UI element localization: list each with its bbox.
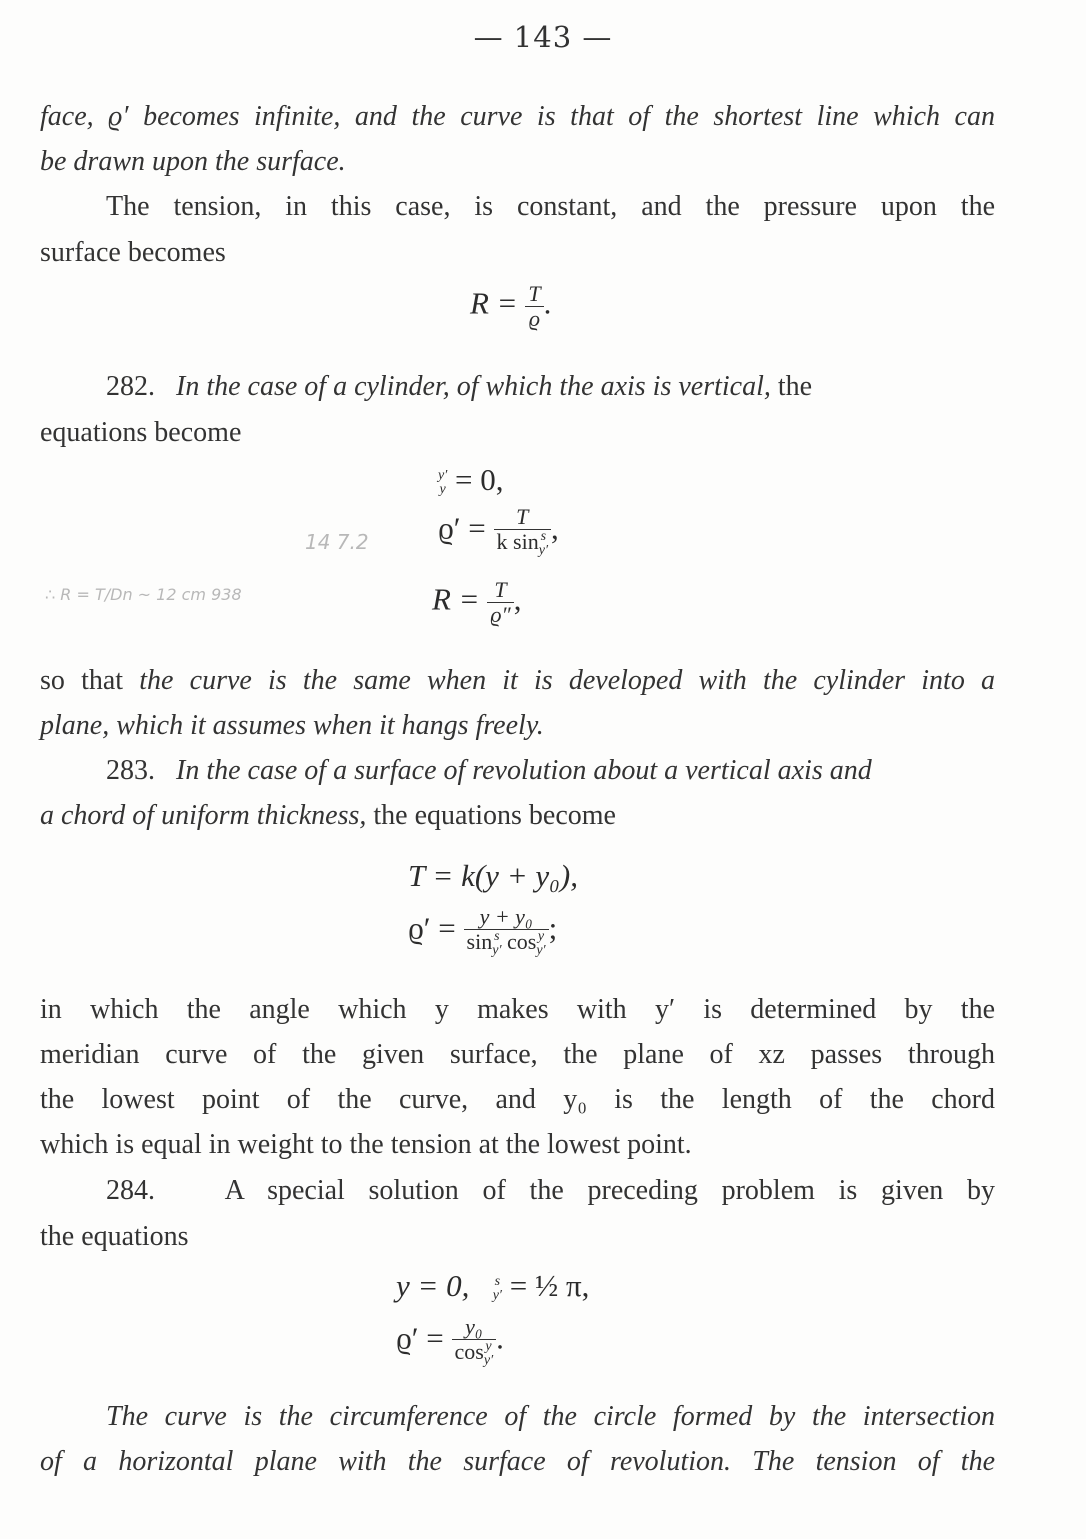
- paragraph-line: The tension, in this case, is constant, and the pressure upon the: [106, 191, 995, 222]
- section-text: A special solution of the preceding problem is given by: [224, 1175, 995, 1206]
- section-text: In the case of a cylinder, of which the axis is vertical,: [176, 371, 771, 402]
- paragraph-line: [40, 664, 995, 698]
- section-282-line: [40, 370, 995, 404]
- eq-lhs: ϱ′ =: [396, 1320, 444, 1356]
- paragraph-line: face, ϱ′ becomes infinite, and the curve is that of the shortest line which can: [40, 101, 995, 132]
- eq-part: y = 0,: [396, 1268, 470, 1303]
- paragraph-line: the lowest point of the curve, and y₀ is the length of the chord: [40, 1084, 995, 1115]
- eq-numerator: T: [487, 578, 513, 603]
- eq-numerator: y₀: [452, 1315, 497, 1340]
- eq-lhs: ϱ′ =: [438, 510, 486, 546]
- eq-denominator: ϱ″: [490, 602, 511, 627]
- paragraph-line: meridian curve of the given surface, the plane of xz passes through: [40, 1039, 995, 1070]
- paragraph-line: which is equal in weight to the tension at the lowest point.: [40, 1129, 692, 1160]
- paragraph-line: of a horizontal plane with the surface of revolution. The tension of the: [40, 1446, 995, 1477]
- eq-bottom: y′: [492, 1287, 502, 1303]
- equation-282c: [432, 578, 521, 627]
- eq-top: y′: [438, 467, 448, 483]
- eq-bottom: y′: [492, 943, 502, 958]
- eq-tail: .: [543, 285, 552, 321]
- eq-tail: .: [496, 1320, 504, 1356]
- eq-denominator: [464, 930, 549, 958]
- eq-top: s: [494, 1273, 501, 1289]
- eq-cos: cos: [454, 1339, 484, 1365]
- equation-r-equals-t-over-rho: [470, 282, 551, 331]
- eq-bottom: y′: [483, 1353, 494, 1368]
- eq-bottom: y: [439, 481, 446, 497]
- eq-top: y: [485, 1339, 492, 1354]
- section-number: 284.: [106, 1175, 155, 1206]
- section-number: 283.: [106, 755, 155, 786]
- eq-denominator: k sin: [496, 529, 539, 555]
- equation-283a: T = k(y + y₀),: [408, 858, 578, 893]
- eq-top: s: [540, 529, 547, 544]
- equation-283b: [408, 905, 557, 958]
- eq-bottom: y′: [536, 943, 546, 958]
- eq-numerator: T: [525, 282, 543, 307]
- eq-tail: ;: [548, 910, 558, 946]
- eq-bottom: y′: [538, 543, 549, 558]
- eq-lhs: R =: [432, 581, 480, 617]
- equation-282b: [438, 505, 559, 558]
- section-283-line: [40, 754, 995, 788]
- pencil-margin-note: 14 7.2: [305, 530, 369, 554]
- eq-lhs: R =: [470, 285, 518, 321]
- eq-cos: cos: [507, 929, 537, 955]
- page-number: — 143 —: [473, 20, 613, 54]
- eq-numerator: T: [494, 505, 551, 530]
- paragraph-line: equations become: [40, 417, 242, 448]
- paragraph-line: surface becomes: [40, 237, 226, 268]
- equation-282a: [438, 462, 504, 498]
- paragraph-line: [40, 799, 995, 833]
- paragraph-line: plane, which it assumes when it hangs freely.: [40, 710, 544, 741]
- eq-rhs: = ½ π,: [509, 1268, 590, 1303]
- eq-top: y: [537, 929, 545, 944]
- eq-tail: ,: [513, 581, 522, 617]
- section-284-line: [40, 1174, 995, 1208]
- eq-numerator: y + y₀: [464, 905, 549, 930]
- eq-sin: sin: [466, 929, 493, 955]
- text: the equations become: [373, 800, 616, 831]
- paragraph-line: the equations: [40, 1221, 189, 1252]
- eq-denominator: ϱ: [528, 306, 541, 331]
- text: so that: [40, 665, 124, 696]
- eq-lhs: ϱ′ =: [408, 910, 456, 946]
- paragraph-line: The curve is the circumference of the circle formed by the intersection: [106, 1401, 995, 1432]
- pencil-margin-note: ∴ R = T/Dn ~ 12 cm 938: [45, 585, 242, 604]
- eq-top: s: [494, 929, 500, 944]
- text: a chord of uniform thickness,: [40, 800, 367, 831]
- paragraph-line: in which the angle which y makes with y′ is determined by the: [40, 994, 995, 1025]
- equation-284b: [396, 1315, 504, 1368]
- section-text: In the case of a surface of revolution about a vertical axis and: [176, 755, 872, 786]
- section-text: the: [777, 371, 813, 402]
- section-number: 282.: [106, 371, 155, 402]
- equation-284a: [396, 1268, 589, 1304]
- eq-denominator: [452, 1340, 497, 1368]
- eq-rhs: = 0,: [455, 462, 504, 497]
- paragraph-line: be drawn upon the surface.: [40, 146, 346, 177]
- eq-tail: ,: [551, 510, 559, 546]
- text: the curve is the same when it is developed with the cylinder into a: [139, 665, 996, 696]
